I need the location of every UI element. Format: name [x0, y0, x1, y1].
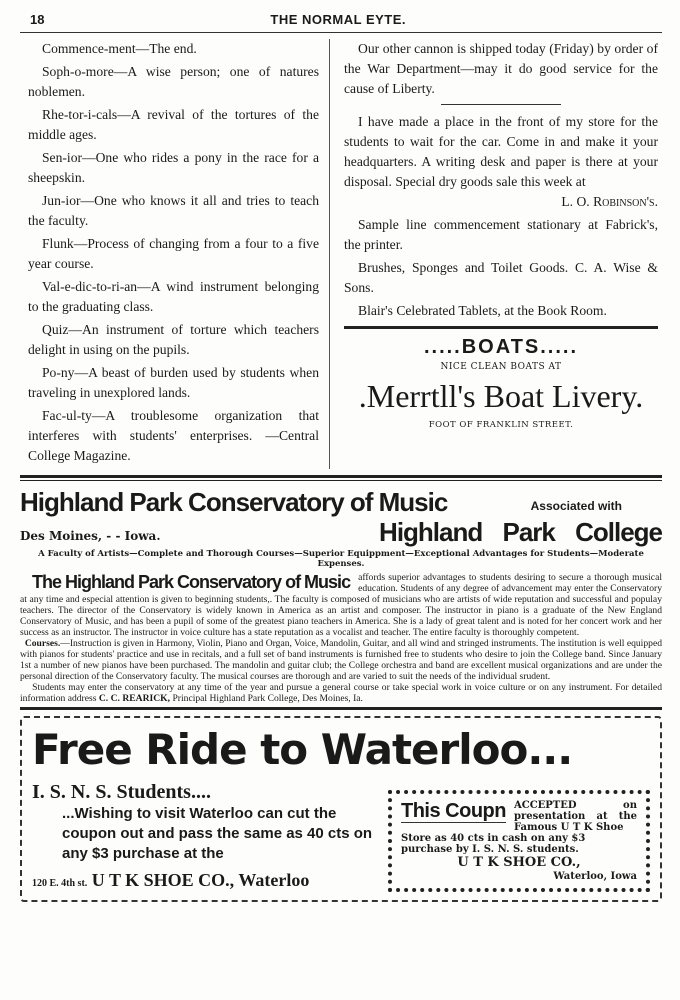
boats-footer: FOOT OF FRANKLIN STREET.	[428, 420, 574, 430]
robinson-signature: L. O. Robinson's.	[561, 194, 658, 209]
body-paragraph: affords superior advantages to students desiring to secure a thorough musical education. Students of any degree of advancement may enter the Conservatory at any time and especial attention is given to beginning students,. The faculty is composed of musicians who are artists of wide reputation and successful and populay teachers. The director of the Conservatory is widely known in America as an artist and composer. The instructor in piano is a graduate of the New England Conservatory of Music, and has been a pupil of some of the greatest piano teachers in America. She is a lady of great talent and is noted for her concert work and her success as an instructor. The instructor in voice culture has a state reputation as a vocalist and teacher. The entire faculty is thoroughly competent.	[20, 572, 662, 638]
offer-text: ...Wishing to visit Waterloo can cut the coupon out and pass the same as 40 cts on any $3 purchase at the	[62, 805, 373, 862]
two-column-section	[20, 39, 662, 469]
ad-headline: Free Ride to Waterloo...	[32, 725, 573, 774]
coupon[interactable]	[388, 790, 650, 892]
definition: Commence-ment—The end.	[42, 41, 197, 56]
definition: Fac-ul-ty—A troublesome organization that interferes with students' enterprises. —Central College Magazine.	[28, 408, 319, 463]
definition: Quiz—An instrument of torture which teachers delight in using on the pupils.	[28, 322, 319, 357]
definition: Po-ny—A beast of burden used by students when traveling in unexplored lands.	[28, 365, 319, 400]
definition: Val-e-dic-to-ri-an—A wind instrument belonging to the graduating class.	[28, 279, 319, 314]
notice-robinson	[344, 112, 658, 212]
closing-paragraph: Students may enter the conservatory at any time of the year and pursue a general course or take special work in voice culture or on any instrument. For detailed information address	[20, 682, 662, 704]
section-rule	[20, 475, 662, 478]
boat-livery-name: .Merrtll's Boat Livery.	[358, 378, 644, 414]
associated-with: Associated with	[530, 499, 622, 513]
college-name: Highland Park College	[379, 517, 662, 547]
coupon-company: U T K SHOE CO.,	[457, 855, 581, 870]
coupon-accepted: ACCEPTED on presentation at the Famous U T K Shoe	[513, 800, 637, 833]
students-heading: I. S. N. S. Students....	[32, 781, 211, 803]
tagline: A Faculty of Artists—Complete and Thorough Courses—Superior Equippment—Exceptional Advantages for Students—Moderate Expenses.	[38, 549, 644, 569]
boats-heading: .....BOATS.....	[423, 336, 579, 358]
boats-subheading: NICE CLEAN BOATS AT	[440, 362, 562, 372]
page-number: 18	[30, 12, 45, 27]
notices-column	[330, 39, 662, 469]
publication-title: THE NORMAL EYTE.	[270, 12, 407, 27]
rule	[441, 104, 561, 105]
rule	[344, 326, 658, 329]
lead-title: The Highland Park Conservatory of Music	[32, 572, 351, 592]
section-rule	[20, 707, 662, 710]
section-rule	[20, 480, 662, 481]
courses-paragraph: —Instruction is given in Harmony, Violin, Piano and Organ, Voice, Mandolin, Guitar, and all wind and stringed instruments. The institution is well equipped with pianos for students' practice and use in recitals, and a full set of band instruments is furnished free to students who desire to join the College band. Since January 1st a number of new pianos have been purchased. The mandolin and guitar club; the College orchestra and band are excellent musical organizations and are under the personal direction of the Conservatory faculty. The musical courses are thorough and are varied to suit the needs of the individual srudent.	[20, 638, 662, 682]
notice-cannon: Our other cannon is shipped today (Friday) by order of the War Department—may it do good service for the cause of Liberty.	[344, 41, 658, 96]
notice-stationary: Sample line commencement stationary at Fabrick's, the printer.	[344, 217, 658, 252]
page-header	[20, 12, 662, 33]
robinson-text: I have made a place in the front of my store for the students to wait for the car. Come in and make it your headquarters. A writing desk and paper is there at your disposal. Special dry goods sale this week at	[344, 114, 658, 189]
definition: Jun-ior—One who knows it all and tries to teach the faculty.	[28, 193, 319, 228]
store-name: U T K SHOE CO., Waterloo	[91, 870, 310, 890]
definition: Flunk—Process of changing from a four to a five year course.	[28, 236, 319, 271]
store-line	[32, 870, 377, 891]
conservatory-ad	[20, 487, 662, 704]
definitions-column	[20, 39, 330, 469]
courses-label: Courses.	[24, 638, 61, 649]
conservatory-title: Highland Park Conservatory of Music	[20, 487, 448, 517]
notice-blairs: Blair's Celebrated Tablets, at the Book Room.	[358, 303, 607, 318]
offer-block	[32, 780, 377, 891]
location: Des Moines, - - Iowa.	[20, 529, 161, 543]
waterloo-ad	[20, 716, 662, 902]
notice-brushes: Brushes, Sponges and Toilet Goods. C. A. Wise & Sons.	[344, 260, 658, 295]
contact-name: C. C. REARICK,	[98, 693, 171, 704]
contact-title: Principal Highland Park College, Des Moines, Ia.	[172, 693, 363, 704]
conservatory-body	[20, 572, 662, 704]
definition: Sen-ior—One who rides a pony in the race for a sheepskin.	[28, 150, 319, 185]
coupon-terms: Store as 40 cts in cash on any $3 purchase by I. S. N. S. students.	[401, 833, 586, 855]
definition: Rhe-tor-i-cals—A revival of the tortures of the middle ages.	[28, 107, 319, 142]
definition: Soph-o-more—A wise person; one of natures noblemen.	[28, 64, 319, 99]
coupon-city: Waterloo, Iowa	[553, 871, 637, 882]
coupon-title: This Coupn	[401, 800, 506, 822]
store-address: 120 E. 4th st.	[32, 878, 88, 889]
